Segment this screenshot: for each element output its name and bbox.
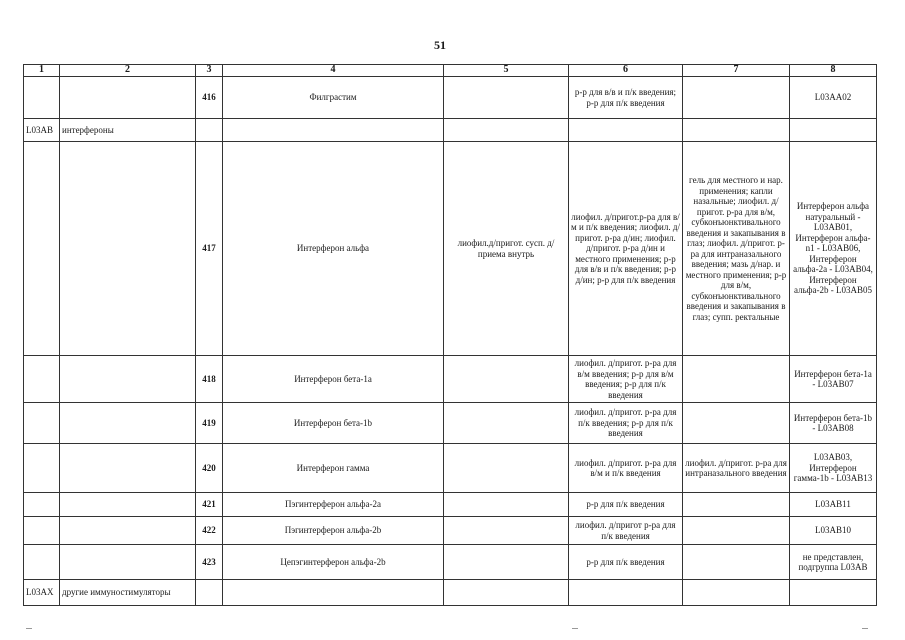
column-header-8: 8: [790, 65, 877, 77]
drug-name-cell: Филграстим: [223, 77, 444, 119]
atc-group-cell: [24, 403, 60, 444]
scan-artifact: [26, 628, 32, 629]
atc-group-cell: [24, 493, 60, 517]
item-number-cell: 421: [196, 493, 223, 517]
table-row: [24, 77, 877, 119]
column-header-5: 5: [444, 65, 569, 77]
table-row: [24, 142, 877, 356]
group-name-cell: [60, 545, 196, 580]
atc-code-cell: L03AB11: [790, 493, 877, 517]
other-form-cell: [683, 119, 790, 142]
atc-code-cell: Интерферон бета-1a - L03AB07: [790, 356, 877, 403]
item-number-cell: 422: [196, 517, 223, 545]
scan-artifact: [862, 628, 868, 629]
atc-code-cell: L03AB03, Интерферон гамма-1b - L03AB13: [790, 444, 877, 493]
table-row: [24, 545, 877, 580]
injection-form-cell: р-р для п/к введения: [569, 545, 683, 580]
oral-form-cell: [444, 493, 569, 517]
table-row: [24, 580, 877, 606]
other-form-cell: [683, 77, 790, 119]
other-form-cell: [683, 580, 790, 606]
item-number-cell: 417: [196, 142, 223, 356]
group-name-cell: другие иммуностимуляторы: [60, 580, 196, 606]
atc-group-cell: [24, 545, 60, 580]
table-row: [24, 493, 877, 517]
oral-form-cell: [444, 580, 569, 606]
atc-group-cell: L03AX: [24, 580, 60, 606]
oral-form-cell: [444, 444, 569, 493]
atc-group-cell: L03AB: [24, 119, 60, 142]
atc-code-cell: не представлен, подгруппа L03AB: [790, 545, 877, 580]
group-name-cell: [60, 356, 196, 403]
group-name-cell: [60, 444, 196, 493]
column-header-1: 1: [24, 65, 60, 77]
column-header-6: 6: [569, 65, 683, 77]
atc-code-cell: L03AB10: [790, 517, 877, 545]
other-form-cell: [683, 356, 790, 403]
injection-form-cell: р-р для п/к введения: [569, 493, 683, 517]
table-row: [24, 517, 877, 545]
drug-name-cell: Интерферон гамма: [223, 444, 444, 493]
group-name-cell: [60, 403, 196, 444]
atc-code-cell: Интерферон бета-1b - L03AB08: [790, 403, 877, 444]
group-name-cell: [60, 142, 196, 356]
other-form-cell: [683, 493, 790, 517]
drug-name-cell: Интерферон бета-1a: [223, 356, 444, 403]
drug-name-cell: Пэгинтерферон альфа-2b: [223, 517, 444, 545]
table-row: [24, 356, 877, 403]
injection-form-cell: лиофил. д/пригот. р-ра для в/м и п/к введения: [569, 444, 683, 493]
other-form-cell: лиофил. д/пригот. р-ра для интраназального введения: [683, 444, 790, 493]
drug-name-cell: Пэгинтерферон альфа-2a: [223, 493, 444, 517]
injection-form-cell: лиофил. д/пригот. р-ра для в/м введения; р-р для в/м введения; р-р для п/к введения: [569, 356, 683, 403]
oral-form-cell: лиофил.д/пригот. сусп. д/приема внутрь: [444, 142, 569, 356]
header-row: [24, 65, 877, 77]
column-header-4: 4: [223, 65, 444, 77]
injection-form-cell: [569, 580, 683, 606]
injection-form-cell: р-р для в/в и п/к введения; р-р для п/к введения: [569, 77, 683, 119]
column-header-3: 3: [196, 65, 223, 77]
oral-form-cell: [444, 545, 569, 580]
injection-form-cell: лиофил. д/пригот р-ра для п/к введения: [569, 517, 683, 545]
oral-form-cell: [444, 119, 569, 142]
oral-form-cell: [444, 77, 569, 119]
item-number-cell: 419: [196, 403, 223, 444]
atc-group-cell: [24, 444, 60, 493]
column-header-7: 7: [683, 65, 790, 77]
atc-group-cell: [24, 142, 60, 356]
page-number: 51: [434, 38, 446, 52]
group-name-cell: интерфероны: [60, 119, 196, 142]
atc-code-cell: [790, 580, 877, 606]
drug-name-cell: Интерферон альфа: [223, 142, 444, 356]
scan-artifact: [572, 628, 578, 629]
other-form-cell: гель для местного и нар. применения; капли назальные; лиофил. д/пригот. р-ра для в/м, субконъюнктивального введения и закапывания в глаз; лиофил. д/пригот. р-ра для интраназального введения; мазь д/нар. и местного применения; р-р для в/м, субконъюнктивального введения и закапывания в глаз; супп. ректальные: [683, 142, 790, 356]
item-number-cell: 420: [196, 444, 223, 493]
atc-group-cell: [24, 356, 60, 403]
group-name-cell: [60, 517, 196, 545]
oral-form-cell: [444, 517, 569, 545]
drug-name-cell: [223, 119, 444, 142]
other-form-cell: [683, 403, 790, 444]
atc-code-cell: L03AA02: [790, 77, 877, 119]
other-form-cell: [683, 545, 790, 580]
table-row: [24, 403, 877, 444]
item-number-cell: 423: [196, 545, 223, 580]
oral-form-cell: [444, 356, 569, 403]
drug-name-cell: Интерферон бета-1b: [223, 403, 444, 444]
atc-code-cell: Интерферон альфа натуральный - L03AB01, Интерферон альфа-n1 - L03AB06, Интерферон альфа-2a - L03AB04, Интерферон альфа-2b - L03AB05: [790, 142, 877, 356]
other-form-cell: [683, 517, 790, 545]
group-name-cell: [60, 77, 196, 119]
atc-group-cell: [24, 517, 60, 545]
drug-name-cell: Цепэгинтерферон альфа-2b: [223, 545, 444, 580]
oral-form-cell: [444, 403, 569, 444]
table-row: [24, 119, 877, 142]
atc-code-cell: [790, 119, 877, 142]
item-number-cell: [196, 580, 223, 606]
drug-name-cell: [223, 580, 444, 606]
injection-form-cell: лиофил. д/пригот. р-ра для п/к введения; р-р для п/к введения: [569, 403, 683, 444]
injection-form-cell: лиофил. д/пригот.р-ра для в/м и п/к введения; лиофил. д/пригот. р-ра д/ин; лиофил. д/пригот. р-ра д/ин и местного применения; р-р для в/в и п/к введения; р-р д/ин; р-р для п/к введения: [569, 142, 683, 356]
column-header-2: 2: [60, 65, 196, 77]
drug-table: [23, 64, 877, 606]
injection-form-cell: [569, 119, 683, 142]
item-number-cell: 416: [196, 77, 223, 119]
table-row: [24, 444, 877, 493]
item-number-cell: [196, 119, 223, 142]
item-number-cell: 418: [196, 356, 223, 403]
group-name-cell: [60, 493, 196, 517]
atc-group-cell: [24, 77, 60, 119]
